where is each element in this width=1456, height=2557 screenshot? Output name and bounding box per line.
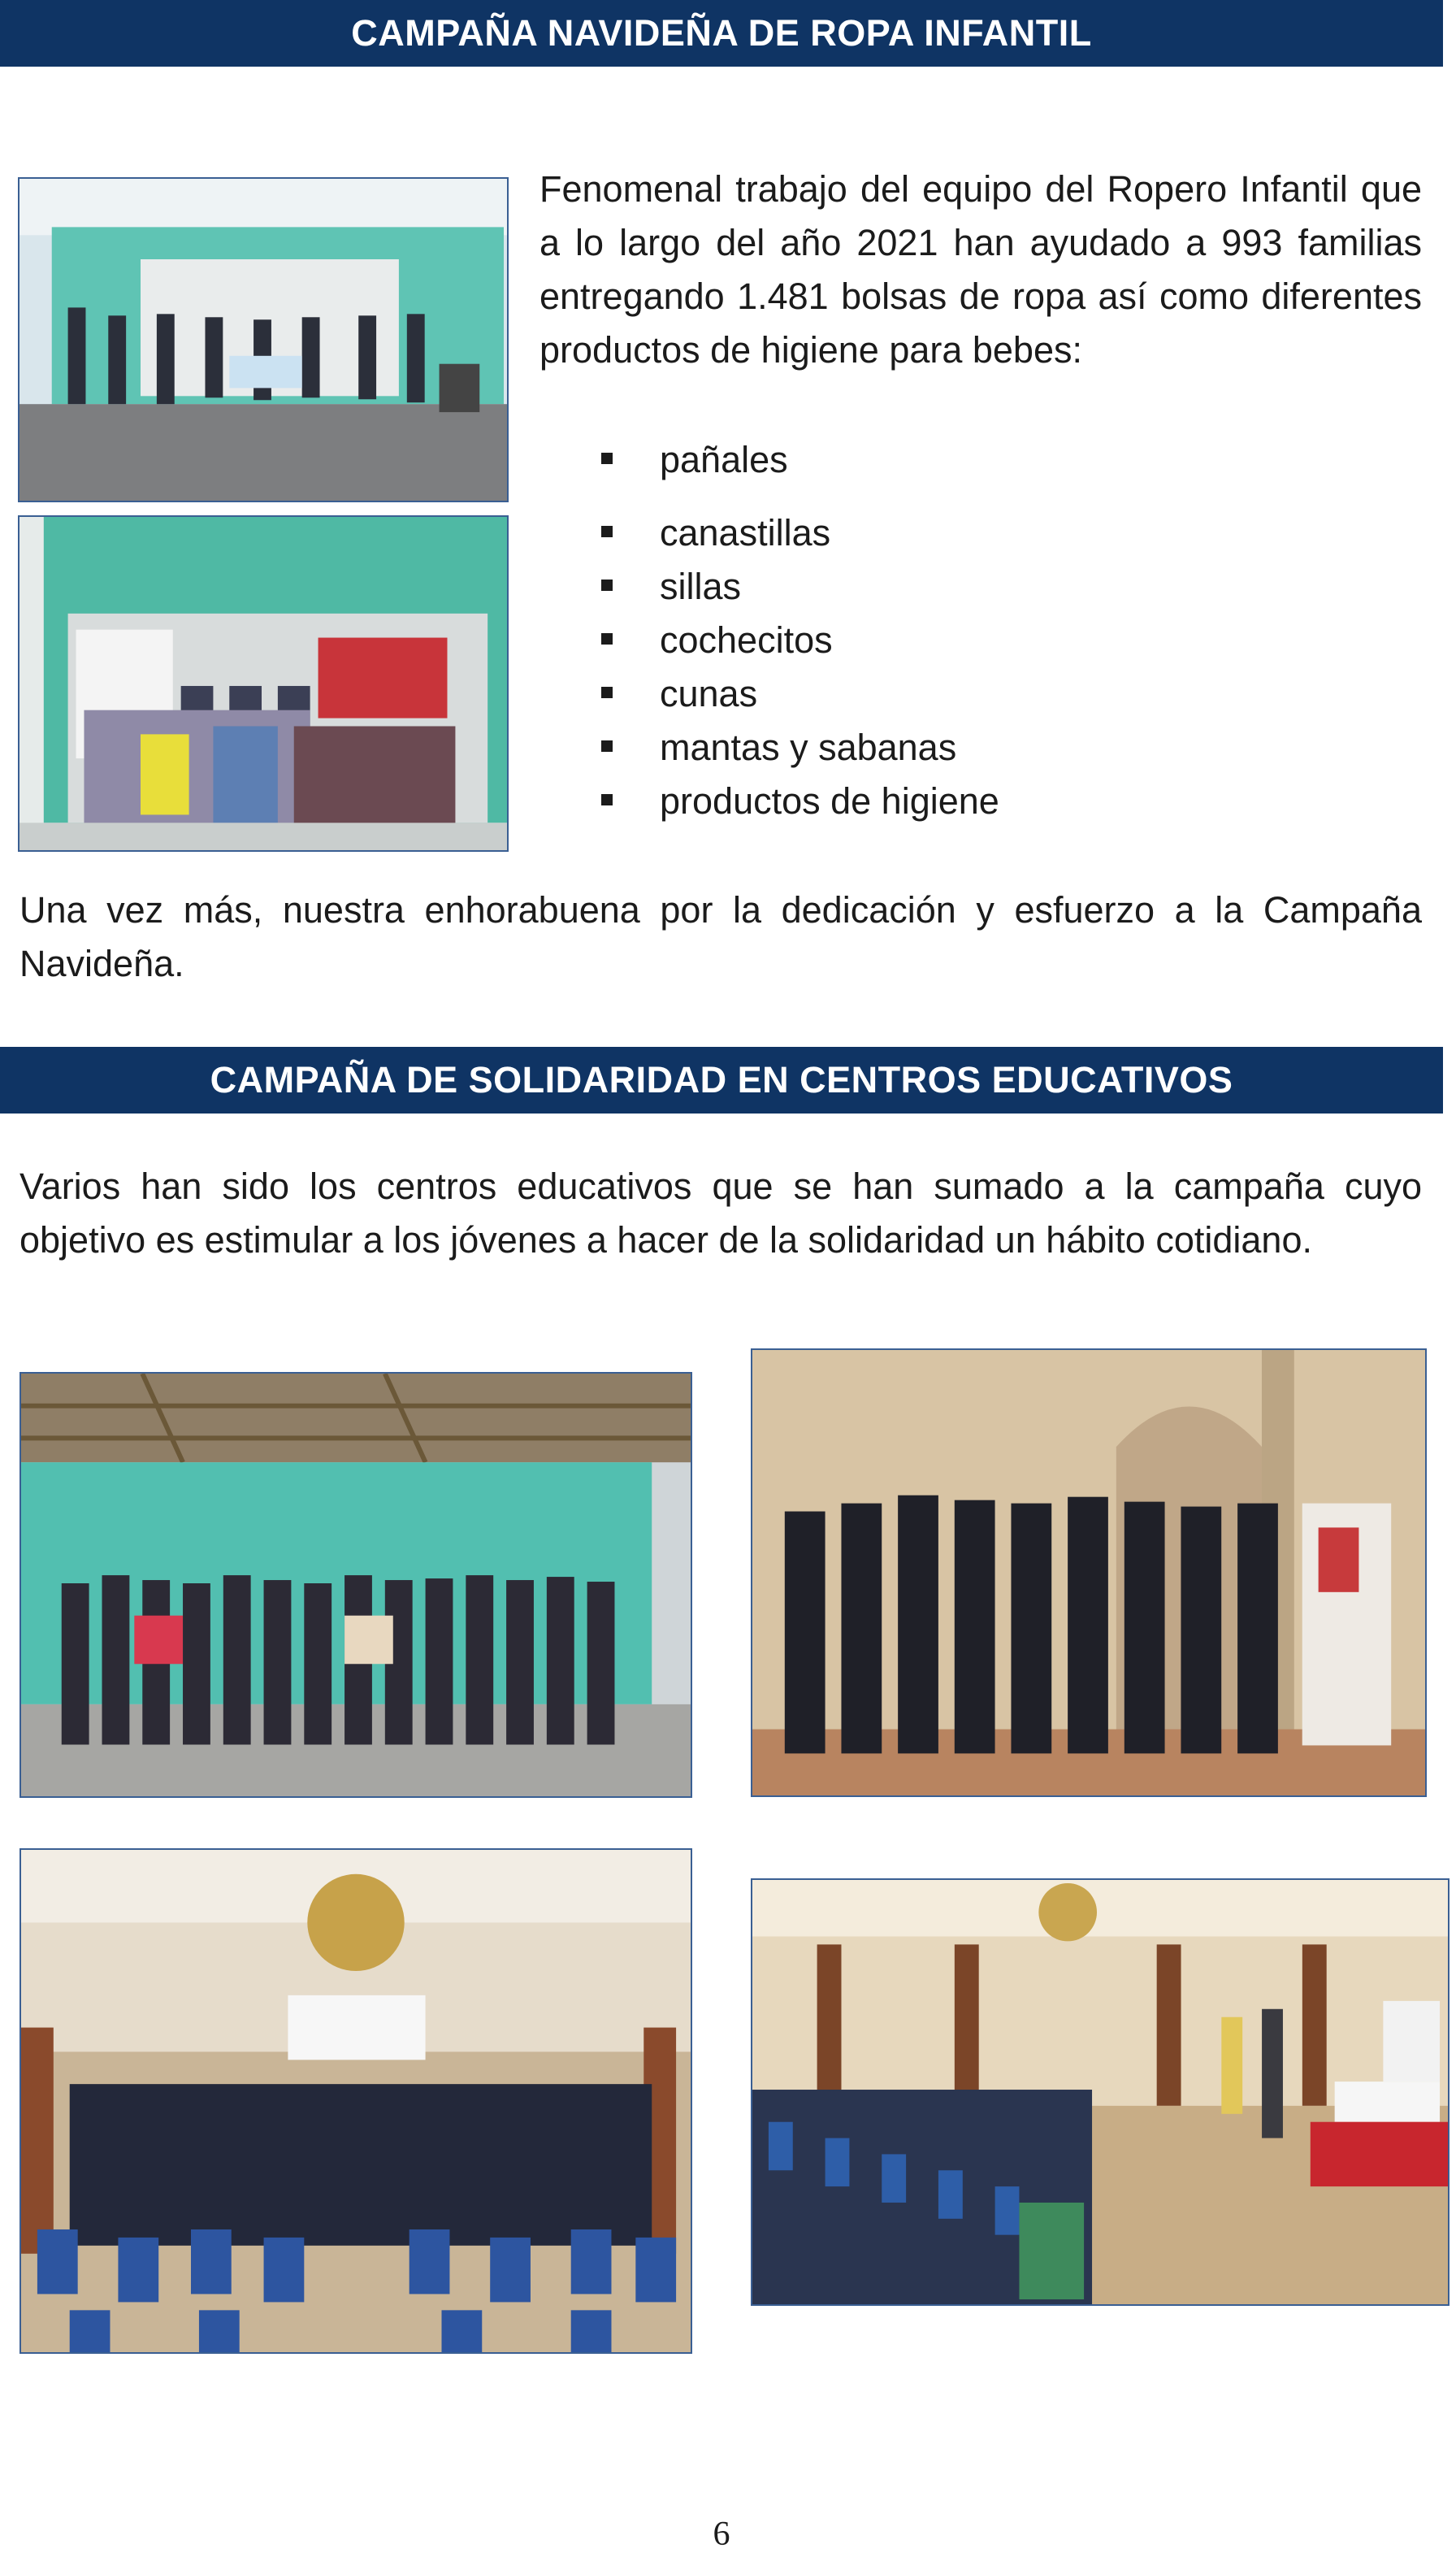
photo-students-container	[20, 1372, 692, 1798]
bullet-square-icon	[601, 794, 613, 805]
section2-intro-paragraph: Varios han sido los centros educativos que se han sumado a la campaña cuyo objetivo es estimular a los jóvenes a hacer de la solidaridad un hábito cotidiano.	[20, 1166, 1422, 1261]
section1-closing-paragraph: Una vez más, nuestra enhorabuena por la dedicación y esfuerzo a la Campaña Navideña.	[20, 889, 1422, 984]
bullet-square-icon	[601, 453, 613, 464]
list-item: pañales	[601, 433, 999, 487]
list-item: cunas	[601, 667, 999, 721]
bullet-square-icon	[601, 740, 613, 752]
photo-volunteers-container	[18, 177, 509, 502]
bullet-square-icon	[601, 687, 613, 698]
list-item: mantas y sabanas	[601, 721, 999, 775]
photo-students-seated-talk	[751, 1878, 1450, 2306]
photo-students-hall	[751, 1348, 1427, 1797]
list-item: cochecitos	[601, 614, 999, 667]
bullet-square-icon	[601, 580, 613, 591]
list-item: canastillas	[601, 506, 999, 560]
list-item: productos de higiene	[601, 775, 999, 828]
page-number: 6	[713, 2516, 730, 2553]
bullet-square-icon	[601, 526, 613, 537]
photo-clothing-racks	[18, 515, 509, 852]
section-banner-centros-educativos: CAMPAÑA DE SOLIDARIDAD EN CENTROS EDUCATIVOS	[0, 1047, 1443, 1114]
list-item: sillas	[601, 560, 999, 614]
products-list	[601, 433, 999, 828]
section1-intro-paragraph: Fenomenal trabajo del equipo del Ropero Infantil que a lo largo del año 2021 han ayudado a 993 familias entregando 1.481 bolsas de ropa así como diferentes productos de higiene para bebes:	[540, 168, 1422, 371]
photo-students-auditorium	[20, 1848, 692, 2354]
section-banner-ropa-infantil: CAMPAÑA NAVIDEÑA DE ROPA INFANTIL	[0, 0, 1443, 67]
bullet-square-icon	[601, 633, 613, 645]
